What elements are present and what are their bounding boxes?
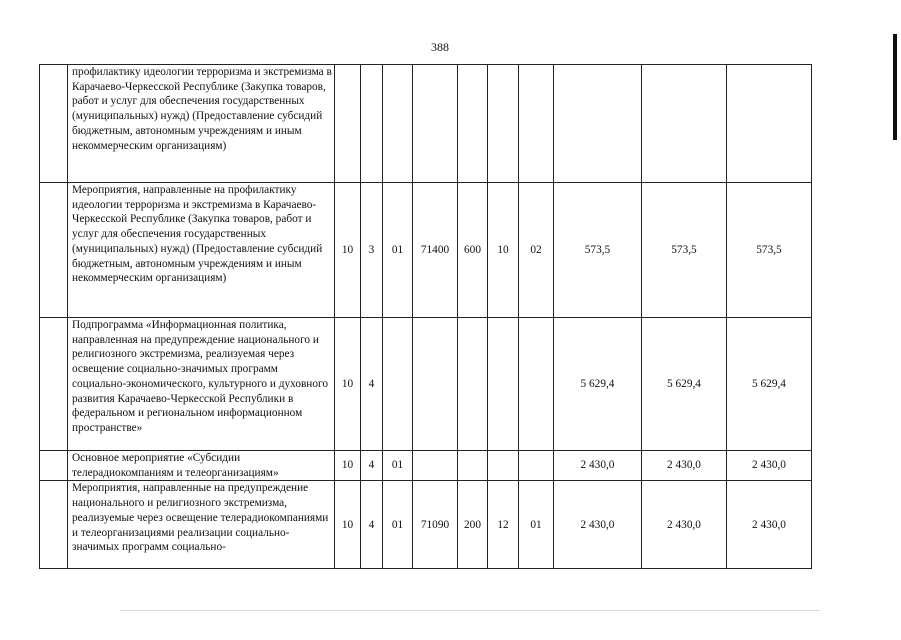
gp-cell: 10 (335, 451, 361, 481)
subsection-cell: 02 (519, 183, 554, 318)
subsection-cell (519, 318, 554, 451)
amount-year2-cell: 2 430,0 (642, 481, 727, 569)
scan-edge-mark (893, 34, 897, 140)
direction-cell (413, 318, 458, 451)
section-cell (488, 451, 519, 481)
table-row (40, 481, 812, 569)
name-cell: Основное мероприятие «Субсидии телерадиокомпаниям и телеорганизациям» (68, 451, 335, 481)
om-cell: 01 (383, 451, 413, 481)
expense-type-cell: 600 (458, 183, 488, 318)
pp-cell: 4 (361, 481, 383, 569)
pp-cell: 4 (361, 318, 383, 451)
gp-cell: 10 (335, 318, 361, 451)
amount-year3-cell: 2 430,0 (727, 451, 812, 481)
om-cell: 01 (383, 481, 413, 569)
amount-year2-cell: 573,5 (642, 183, 727, 318)
amount-year3-cell: 573,5 (727, 183, 812, 318)
amount-year2-cell (642, 65, 727, 183)
section-cell (488, 65, 519, 183)
expense-type-cell: 200 (458, 481, 488, 569)
subsection-cell (519, 65, 554, 183)
direction-cell: 71400 (413, 183, 458, 318)
gp-cell: 10 (335, 481, 361, 569)
expense-type-cell (458, 65, 488, 183)
amount-year1-cell: 2 430,0 (554, 451, 642, 481)
expense-type-cell (458, 451, 488, 481)
expense-type-cell (458, 318, 488, 451)
section-cell: 10 (488, 183, 519, 318)
subsection-cell: 01 (519, 481, 554, 569)
gp-cell: 10 (335, 183, 361, 318)
table-row (40, 65, 812, 183)
gp-cell (335, 65, 361, 183)
direction-cell (413, 451, 458, 481)
pp-cell (361, 65, 383, 183)
name-cell: Мероприятия, направленные на профилактику идеологии терроризма и экстремизма в Карачаево-Черкесской Республике (Закупка товаров, работ и услуг для обеспечения государственных (муниципальных) нужд) (Предоставление субсидий бюджетным, автономным учреждениям и иным некоммерческим организациям) (68, 183, 335, 318)
pp-cell: 3 (361, 183, 383, 318)
name-cell: Подпрограмма «Информационная политика, направленная на предупреждение национального и религиозного экстремизма, реализуемая через освещение социально-значимых программ социально-экономического, культурного и духовного развития Карачаево-Черкесской Республики в федеральном и региональном информационном пространстве» (68, 318, 335, 451)
section-cell (488, 318, 519, 451)
pp-cell: 4 (361, 451, 383, 481)
index-cell (40, 65, 68, 183)
om-cell (383, 318, 413, 451)
section-cell: 12 (488, 481, 519, 569)
amount-year2-cell: 2 430,0 (642, 451, 727, 481)
amount-year3-cell: 5 629,4 (727, 318, 812, 451)
amount-year1-cell: 5 629,4 (554, 318, 642, 451)
subsection-cell (519, 451, 554, 481)
budget-table (39, 64, 812, 569)
amount-year1-cell: 2 430,0 (554, 481, 642, 569)
name-cell: профилактику идеологии терроризма и экстремизма в Карачаево-Черкесской Республике (Закупка товаров, работ и услуг для обеспечения государственных (муниципальных) нужд) (Предоставление субсидий бюджетным, автономным учреждениям и иным некоммерческим организациям) (68, 65, 335, 183)
name-cell: Мероприятия, направленные на предупреждение национального и религиозного экстремизма, реализуемые через освещение телерадиокомпаниями и телеорганизациями реализации социально-значимых программ социально- (68, 481, 335, 569)
index-cell (40, 481, 68, 569)
om-cell: 01 (383, 183, 413, 318)
amount-year2-cell: 5 629,4 (642, 318, 727, 451)
direction-cell (413, 65, 458, 183)
table-row (40, 451, 812, 481)
amount-year1-cell: 573,5 (554, 183, 642, 318)
index-cell (40, 183, 68, 318)
direction-cell: 71090 (413, 481, 458, 569)
amount-year1-cell (554, 65, 642, 183)
index-cell (40, 318, 68, 451)
om-cell (383, 65, 413, 183)
page-number: 388 (431, 40, 449, 54)
table-row (40, 183, 812, 318)
amount-year3-cell (727, 65, 812, 183)
amount-year3-cell: 2 430,0 (727, 481, 812, 569)
index-cell (40, 451, 68, 481)
table-row (40, 318, 812, 451)
scan-artifact-line (120, 610, 820, 611)
